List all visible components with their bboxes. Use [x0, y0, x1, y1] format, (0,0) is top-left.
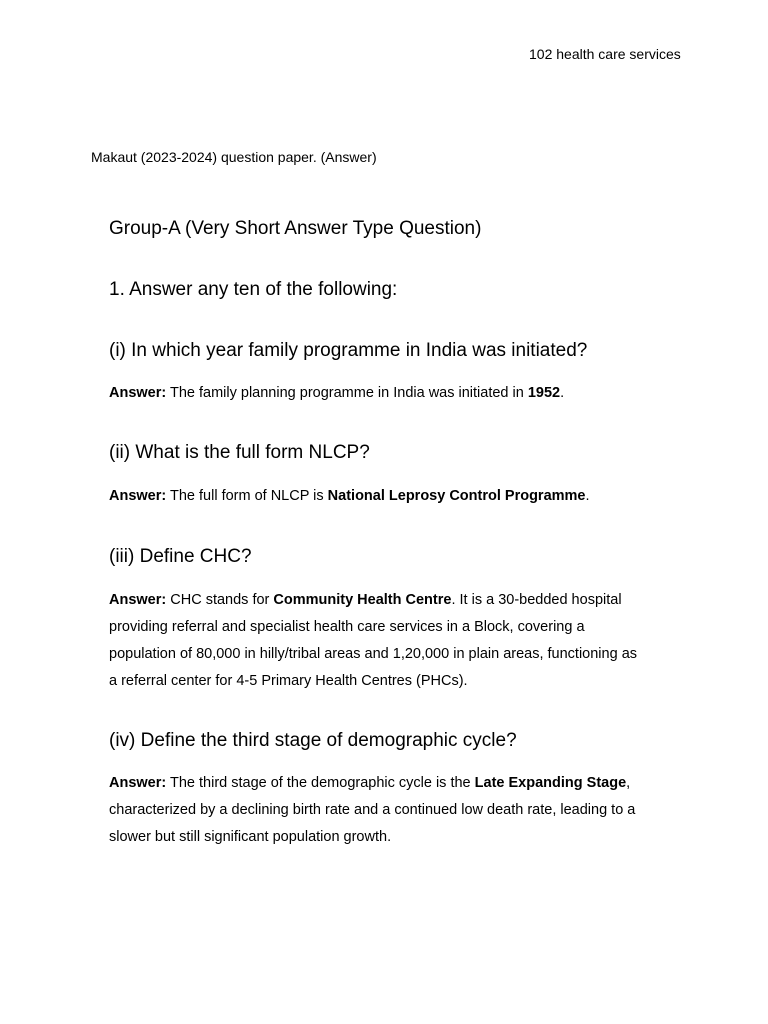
answer-4-line-1	[109, 770, 674, 797]
answer-2-text: The full form of NLCP is	[166, 488, 328, 504]
answer-1-label: Answer:	[109, 385, 167, 401]
answer-3-label: Answer:	[109, 592, 167, 608]
answer-4-line-2: characterized by a declining birth rate and a continued low death rate, leading to a	[109, 802, 636, 818]
answer-4	[109, 770, 674, 851]
answer-2	[109, 483, 674, 510]
instruction-heading: 1. Answer any ten of the following:	[109, 279, 398, 300]
answer-1	[109, 380, 674, 407]
answer-2-punct: .	[585, 488, 590, 504]
question-2-heading: (ii) What is the full form NLCP?	[109, 442, 370, 463]
answer-4-bold-term: Late Expanding Stage	[474, 775, 627, 791]
answer-4-line-3: slower but still significant population growth.	[109, 829, 392, 845]
page-header-title: 102 health care services	[529, 46, 681, 62]
question-3-heading: (iii) Define CHC?	[109, 546, 252, 567]
answer-2-line-1	[109, 483, 674, 510]
answer-3-line-4: a referral center for 4-5 Primary Health Centres (PHCs).	[109, 673, 468, 689]
answer-1-text: The family planning programme in India was initiated in	[166, 385, 528, 401]
answer-2-label: Answer:	[109, 488, 167, 504]
answer-1-line-1	[109, 380, 674, 407]
answer-3-bold-term: Community Health Centre	[273, 592, 452, 608]
answer-3	[109, 587, 674, 695]
answer-3-text: CHC stands for	[166, 592, 274, 608]
answer-1-punct: .	[560, 385, 565, 401]
group-heading: Group-A (Very Short Answer Type Question)	[109, 218, 482, 239]
answer-4-text: The third stage of the demographic cycle is the	[166, 775, 475, 791]
answer-2-bold-term: National Leprosy Control Programme	[327, 488, 586, 504]
answer-3-text-cont: . It is a 30-bedded hospital	[451, 592, 622, 608]
answer-4-punct: ,	[626, 775, 631, 791]
answer-4-label: Answer:	[109, 775, 167, 791]
document-title: Makaut (2023-2024) question paper. (Answer)	[91, 149, 377, 165]
answer-3-line-3: population of 80,000 in hilly/tribal areas and 1,20,000 in plain areas, functioning as	[109, 646, 638, 662]
answer-3-line-1	[109, 587, 674, 614]
question-1-heading: (i) In which year family programme in India was initiated?	[109, 340, 588, 361]
answer-3-line-2: providing referral and specialist health care services in a Block, covering a	[109, 619, 585, 635]
answer-1-bold-term: 1952	[527, 385, 561, 401]
question-4-heading: (iv) Define the third stage of demographic cycle?	[109, 730, 517, 751]
